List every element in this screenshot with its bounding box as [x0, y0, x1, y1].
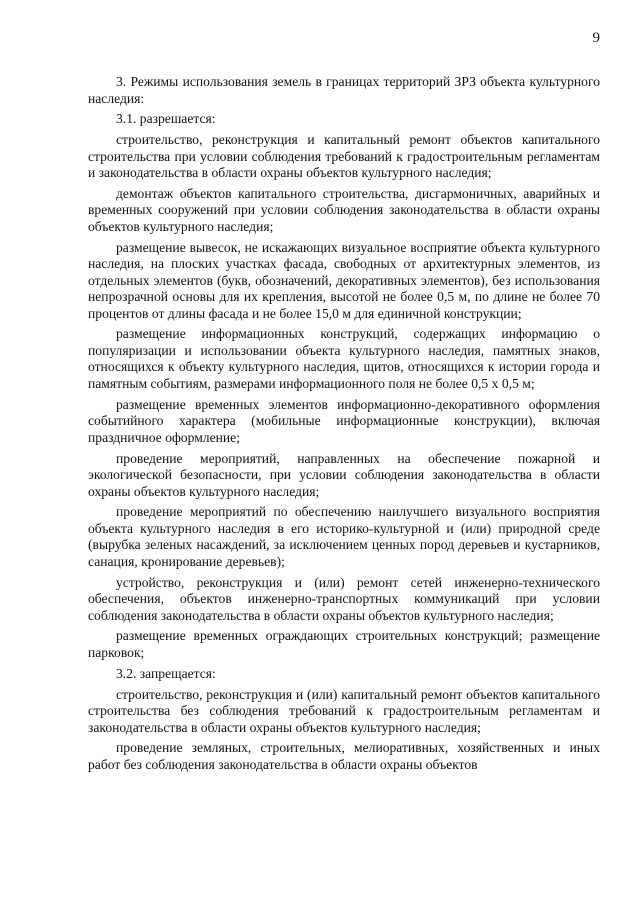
paragraph: проведение мероприятий, направленных на обеспечение пожарной и экологической безопасности, при условии соблюдения законодательства в области охраны объектов культурного наследия; — [88, 450, 600, 499]
paragraph: размещение временных ограждающих строительных конструкций; размещение парковок; — [88, 628, 600, 660]
document-body — [88, 74, 600, 778]
paragraph: проведение мероприятий по обеспечению наилучшего визуального восприятия объекта культурного наследия в его историко-культурной и (или) природной среде (вырубка зеленых насаждений, за исключением ценных пород деревьев и кустарников, санация, кронирование деревьев); — [88, 504, 600, 569]
page-number: 9 — [592, 30, 600, 46]
paragraph: строительство, реконструкция и (или) капитальный ремонт объектов капитального строительства без соблюдения требований к градостроительным регламентам и законодательства в области охраны объектов культурного наследия; — [88, 686, 600, 735]
section-heading: 3. Режимы использования земель в границах территорий ЗРЗ объекта культурного наследия: — [88, 74, 600, 106]
paragraph: проведение земляных, строительных, мелиоративных, хозяйственных и иных работ без соблюдения законодательства в области охраны объектов — [88, 740, 600, 772]
paragraph: демонтаж объектов капитального строительства, дисгармоничных, аварийных и временных сооружений при условии соблюдения законодательства в области охраны объектов культурного наследия; — [88, 185, 600, 234]
paragraph: размещение временных элементов информационно-декоративного оформления событийного характера (мобильные информационные конструкции), включая праздничное оформление; — [88, 396, 600, 445]
paragraph: строительство, реконструкция и капитальный ремонт объектов капитального строительства при условии соблюдения требований к градостроительным регламентам и законодательства в области охраны объектов культурного наследия; — [88, 132, 600, 181]
paragraph: размещение вывесок, не искажающих визуальное восприятие объекта культурного наследия, на плоских участках фасада, свободных от архитектурных элементов, из отдельных элементов (букв, обозначений, декоративных элементов), без использования непрозрачной основы для их крепления, высотой не более 0,5 м, по длине не более 70 процентов от длины фасада и не более 15,0 м для единичной конструкции; — [88, 239, 600, 321]
subsection-prohibited-heading: 3.2. запрещается: — [116, 665, 216, 681]
paragraph: устройство, реконструкция и (или) ремонт сетей инженерно-технического обеспечения, объектов инженерно-транспортных коммуникаций при условии соблюдения законодательства в области охраны объектов культурного наследия; — [88, 574, 600, 623]
subsection-allowed-heading: 3.1. разрешается: — [116, 111, 216, 127]
paragraph: размещение информационных конструкций, содержащих информацию о популяризации и использовании объекта культурного наследия, памятных знаков, относящихся к объекту культурного наследия, щитов, относящихся к истории города и памятным событиям, размерами информационного поля не более 0,5 x 0,5 м; — [88, 326, 600, 391]
